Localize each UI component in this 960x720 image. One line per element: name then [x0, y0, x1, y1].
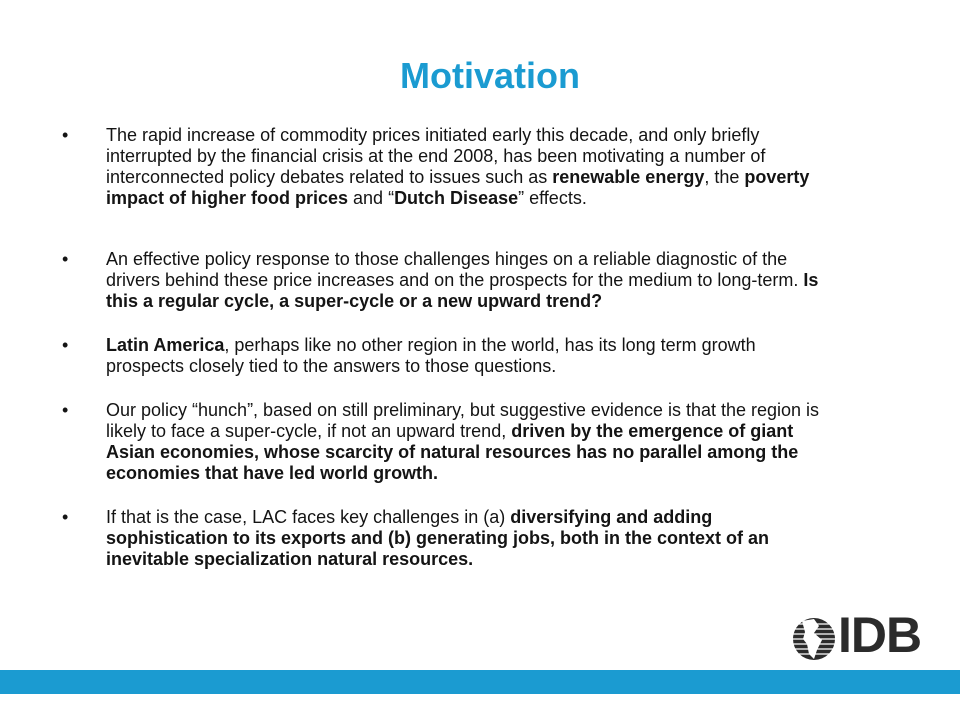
bullet-dot: •	[62, 249, 69, 269]
logo-text: IDB	[838, 607, 922, 663]
bullet-item	[62, 249, 832, 312]
bullet-list	[62, 125, 832, 570]
bold-run: Dutch Disease	[394, 188, 519, 208]
bullet-item	[62, 400, 832, 484]
bullet-item	[62, 335, 832, 377]
slide-title: Motivation	[400, 55, 580, 96]
bullet-dot: •	[62, 400, 69, 420]
text-run: , perhaps like no other region in the world, has its long term growth prospects closely tied to the answers to those questions.	[106, 335, 756, 376]
text-run: and “	[348, 188, 395, 208]
bold-run: diversifying and adding sophistication to its exports and (b) generating jobs, both in the context of an inevitable specialization natural resources.	[106, 507, 770, 569]
text-run: ” effects.	[518, 188, 587, 208]
bold-run: poverty impact of higher food prices	[106, 167, 810, 208]
text-run: An effective policy response to those challenges hinges on a reliable diagnostic of the drivers behind these price increases and on the prospects for the medium to long-term.	[106, 249, 804, 290]
bullet-item	[62, 507, 832, 570]
bullet-dot: •	[62, 125, 69, 145]
bold-run: Latin America	[106, 335, 225, 355]
bullet-dot: •	[62, 335, 69, 355]
bold-run: renewable energy	[552, 167, 705, 187]
globe-icon	[792, 612, 838, 664]
bullet-dot: •	[62, 507, 69, 527]
bullet-item	[62, 125, 832, 209]
bold-run: driven by the emergence of giant Asian economies, whose scarcity of natural resources has no parallel among the economies that have led world growth.	[106, 421, 799, 483]
text-run: The rapid increase of commodity prices initiated early this decade, and only briefly interrupted by the financial crisis at the end 2008, has been motivating a number of interconnected policy debates related to issues such as	[106, 125, 766, 187]
text-run: , the	[704, 167, 745, 187]
bold-run: Is this a regular cycle, a super-cycle or a new upward trend?	[106, 270, 819, 311]
text-run: If that is the case, LAC faces key challenges in (a)	[106, 507, 511, 527]
idb-logo	[792, 607, 932, 664]
text-run: Our policy “hunch”, based on still preliminary, but suggestive evidence is that the region is likely to face a super-cycle, if not an upward trend,	[106, 400, 820, 441]
footer-bar	[0, 670, 960, 694]
